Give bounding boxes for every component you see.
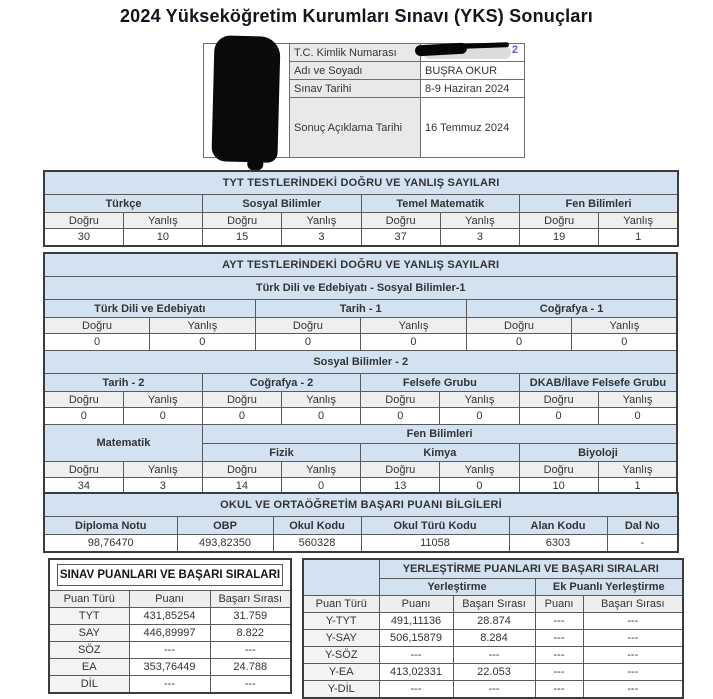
column-header: Puan Türü	[49, 591, 129, 608]
column-header: Dal No	[607, 517, 678, 535]
value-cell: 11058	[361, 535, 509, 553]
ayt-title: AYT TESTLERİNDEKİ DOĞRU VE YANLIŞ SAYILARI	[44, 253, 677, 277]
value-cell: 98,76470	[44, 535, 177, 553]
score-cell: 0	[519, 408, 598, 425]
subject-header: DKAB/İlave Felsefe Grubu	[519, 374, 677, 392]
exam-date-value: 8-9 Haziran 2024	[421, 80, 525, 98]
puan-cell: ---	[129, 676, 210, 694]
score-cell: 0	[466, 334, 572, 351]
exam-date-label: Sınav Tarihi	[290, 80, 421, 98]
table-row	[303, 681, 683, 699]
column-header: Puanı	[129, 591, 210, 608]
score-cell: 13	[361, 478, 440, 496]
redaction	[423, 45, 520, 60]
dogru-header: Doğru	[44, 462, 123, 478]
score-cell: 1	[598, 478, 677, 496]
score-cell: 0	[361, 408, 440, 425]
photo-redaction-blob	[211, 35, 280, 163]
table-row	[49, 559, 291, 591]
score-cell: 3	[440, 229, 519, 247]
sira-cell: 8.822	[210, 625, 291, 642]
subject-header: Fizik	[202, 444, 360, 462]
sinav-puanlari-table	[48, 558, 292, 694]
sira-cell: 28.874	[453, 613, 535, 630]
puan-turu-cell: DİL	[49, 676, 129, 694]
column-header: Diploma Notu	[44, 517, 177, 535]
yanlis-header: Yanlış	[572, 318, 678, 334]
subject-header: Tarih - 1	[255, 300, 466, 318]
student-photo	[204, 44, 290, 158]
column-header: Puanı	[535, 596, 583, 613]
sira-cell: 8.284	[453, 630, 535, 647]
score-cell: 0	[440, 478, 519, 496]
table-row	[44, 462, 677, 478]
table-row	[44, 318, 677, 334]
ek-sira-cell: ---	[583, 647, 683, 664]
column-header: Okul Türü Kodu	[361, 517, 509, 535]
table-row	[49, 608, 291, 625]
score-cell: 30	[44, 229, 123, 247]
dogru-header: Doğru	[520, 213, 599, 229]
score-cell: 37	[361, 229, 440, 247]
subject-header: Fen Bilimleri	[520, 195, 679, 213]
score-cell: 0	[361, 334, 467, 351]
score-cell: 0	[282, 478, 361, 496]
sira-cell: ---	[453, 681, 535, 699]
dogru-header: Doğru	[203, 213, 282, 229]
column-header: Başarı Sırası	[453, 596, 535, 613]
okul-table	[43, 492, 679, 553]
score-cell: 0	[123, 408, 202, 425]
puan-turu-cell: SÖZ	[49, 642, 129, 659]
subject-header: Felsefe Grubu	[361, 374, 519, 392]
yerlestirme-table	[302, 558, 684, 699]
table-row	[44, 171, 678, 195]
dogru-header: Doğru	[466, 318, 572, 334]
table-row	[303, 647, 683, 664]
table-row	[44, 374, 677, 392]
subject-header: Türk Dili ve Edebiyatı	[44, 300, 255, 318]
table-row	[44, 517, 678, 535]
dogru-header: Doğru	[519, 462, 598, 478]
score-cell: 0	[202, 408, 281, 425]
puan-cell: ---	[379, 647, 453, 664]
yanlis-header: Yanlış	[599, 213, 678, 229]
subject-header: Temel Matematik	[361, 195, 520, 213]
yanlis-header: Yanlış	[598, 392, 677, 408]
table-row	[49, 676, 291, 694]
fen-bilimleri-title: Fen Bilimleri	[202, 425, 677, 444]
sira-cell: 22.053	[453, 664, 535, 681]
dogru-header: Doğru	[44, 213, 123, 229]
tyt-section	[43, 170, 679, 247]
dogru-header: Doğru	[44, 318, 150, 334]
dogru-header: Doğru	[44, 392, 123, 408]
okul-section	[43, 492, 679, 553]
puan-cell: 431,85254	[129, 608, 210, 625]
table-row	[303, 664, 683, 681]
puan-cell: ---	[129, 642, 210, 659]
column-header: Okul Kodu	[273, 517, 361, 535]
table-row	[303, 559, 683, 579]
yanlis-header: Yanlış	[123, 392, 202, 408]
score-cell: 0	[44, 334, 150, 351]
table-row	[49, 625, 291, 642]
student-info-table	[203, 43, 525, 158]
puan-cell: ---	[379, 681, 453, 699]
ayt-table	[43, 252, 678, 496]
table-row	[303, 596, 683, 613]
dogru-header: Doğru	[519, 392, 598, 408]
ek-puanli-group-header: Ek Puanlı Yerleştirme	[535, 579, 683, 596]
yanlis-header: Yanlış	[282, 462, 361, 478]
table-row	[303, 613, 683, 630]
puan-cell: 446,89997	[129, 625, 210, 642]
table-row	[44, 334, 677, 351]
ek-puan-cell: ---	[535, 630, 583, 647]
puan-turu-cell: SAY	[49, 625, 129, 642]
sira-cell: ---	[453, 647, 535, 664]
value-cell: 6303	[509, 535, 607, 553]
yanlis-header: Yanlış	[440, 392, 519, 408]
kimlik-label: T.C. Kimlik Numarası	[290, 44, 421, 62]
yanlis-header: Yanlış	[361, 318, 467, 334]
sira-cell: 24.788	[210, 659, 291, 676]
column-header: Başarı Sırası	[210, 591, 291, 608]
table-row	[44, 408, 677, 425]
table-row	[44, 535, 678, 553]
table-row	[204, 44, 525, 62]
tyt-title: TYT TESTLERİNDEKİ DOĞRU VE YANLIŞ SAYILARI	[44, 171, 678, 195]
column-header: Başarı Sırası	[583, 596, 683, 613]
dogru-header: Doğru	[255, 318, 361, 334]
okul-title: OKUL VE ORTAÖĞRETİM BAŞARI PUANI BİLGİLERİ	[44, 493, 678, 517]
table-row	[44, 253, 677, 277]
column-header: Alan Kodu	[509, 517, 607, 535]
yanlis-header: Yanlış	[440, 213, 519, 229]
matematik-header: Matematik	[44, 425, 202, 462]
subject-header: Biyoloji	[519, 444, 677, 462]
value-cell: 560328	[273, 535, 361, 553]
yanlis-header: Yanlış	[282, 392, 361, 408]
table-row	[44, 300, 677, 318]
table-row	[44, 493, 678, 517]
ek-puan-cell: ---	[535, 613, 583, 630]
sinav-puanlari-title-cell	[49, 559, 291, 591]
score-cell: 0	[44, 408, 123, 425]
ek-sira-cell: ---	[583, 613, 683, 630]
sira-cell: ---	[210, 676, 291, 694]
column-header: Puan Türü	[303, 596, 379, 613]
score-cell: 0	[572, 334, 678, 351]
ayt-section	[43, 252, 678, 496]
puan-turu-cell: Y-SAY	[303, 630, 379, 647]
score-cell: 0	[282, 408, 361, 425]
score-cell: 0	[255, 334, 361, 351]
dogru-header: Doğru	[361, 392, 440, 408]
yanlis-header: Yanlış	[150, 318, 256, 334]
score-cell: 19	[520, 229, 599, 247]
yerlestirme-title: YERLEŞTİRME PUANLARI VE BAŞARI SIRALARI	[379, 559, 683, 579]
value-cell: -	[607, 535, 678, 553]
table-row	[44, 277, 677, 300]
ek-puan-cell: ---	[535, 681, 583, 699]
sira-cell: ---	[210, 642, 291, 659]
ek-puan-cell: ---	[535, 664, 583, 681]
ek-sira-cell: ---	[583, 630, 683, 647]
column-header: Puanı	[379, 596, 453, 613]
score-cell: 0	[150, 334, 256, 351]
puan-turu-cell: Y-DİL	[303, 681, 379, 699]
ayt-section2-title: Sosyal Bilimler - 2	[44, 351, 677, 374]
puan-turu-cell: Y-TYT	[303, 613, 379, 630]
redaction-mark: 2	[511, 44, 518, 56]
student-info-card	[203, 43, 525, 158]
yanlis-header: Yanlış	[598, 462, 677, 478]
table-row	[44, 392, 677, 408]
result-date-label: Sonuç Açıklama Tarihi	[290, 98, 421, 158]
ek-sira-cell: ---	[583, 664, 683, 681]
yanlis-header: Yanlış	[123, 462, 202, 478]
dogru-header: Doğru	[202, 392, 281, 408]
subject-header: Coğrafya - 1	[466, 300, 677, 318]
subject-header: Sosyal Bilimler	[203, 195, 362, 213]
subject-header: Kimya	[361, 444, 519, 462]
ek-puan-cell: ---	[535, 647, 583, 664]
table-row	[44, 351, 677, 374]
yerlestirme-group-header: Yerleştirme	[379, 579, 535, 596]
name-label: Adı ve Soyadı	[290, 62, 421, 80]
puan-turu-cell: Y-EA	[303, 664, 379, 681]
puan-cell: 353,76449	[129, 659, 210, 676]
puan-cell: 506,15879	[379, 630, 453, 647]
subject-header: Coğrafya - 2	[202, 374, 360, 392]
score-cell: 14	[202, 478, 281, 496]
page-title: 2024 Yükseköğretim Kurumları Sınavı (YKS) Sonuçları	[119, 6, 594, 26]
name-value: BUŞRA OKUR	[421, 62, 525, 80]
puan-cell: 413,02331	[379, 664, 453, 681]
score-cell: 10	[519, 478, 598, 496]
value-cell: 493,82350	[177, 535, 273, 553]
dogru-header: Doğru	[202, 462, 281, 478]
dogru-header: Doğru	[361, 462, 440, 478]
corner-cell	[303, 559, 379, 596]
score-cell: 34	[44, 478, 123, 496]
table-row	[44, 195, 678, 213]
score-cell: 0	[440, 408, 519, 425]
yanlis-header: Yanlış	[440, 462, 519, 478]
dogru-header: Doğru	[361, 213, 440, 229]
table-row	[49, 642, 291, 659]
sinav-puanlari-title: SINAV PUANLARI VE BAŞARI SIRALARI	[57, 564, 283, 586]
score-cell: 3	[123, 478, 202, 496]
score-cell: 3	[282, 229, 361, 247]
table-row	[44, 425, 677, 444]
yanlis-header: Yanlış	[282, 213, 361, 229]
sira-cell: 31.759	[210, 608, 291, 625]
table-row	[44, 213, 678, 229]
score-cell: 10	[123, 229, 202, 247]
ayt-section1-title: Türk Dili ve Edebiyatı - Sosyal Bilimler-1	[44, 277, 677, 300]
score-cell: 0	[598, 408, 677, 425]
ek-sira-cell: ---	[583, 681, 683, 699]
subject-header: Türkçe	[44, 195, 203, 213]
result-date-value: 16 Temmuz 2024	[421, 98, 525, 158]
yanlis-header: Yanlış	[123, 213, 202, 229]
puan-turu-cell: EA	[49, 659, 129, 676]
puan-turu-cell: TYT	[49, 608, 129, 625]
table-row	[44, 229, 678, 247]
column-header: OBP	[177, 517, 273, 535]
subject-header: Tarih - 2	[44, 374, 202, 392]
bottom-tables	[48, 558, 684, 699]
puan-cell: 491,11136	[379, 613, 453, 630]
table-row	[49, 591, 291, 608]
score-cell: 1	[599, 229, 678, 247]
score-cell: 15	[203, 229, 282, 247]
table-row	[303, 630, 683, 647]
puan-turu-cell: Y-SÖZ	[303, 647, 379, 664]
kimlik-value-redacted	[421, 44, 525, 62]
tyt-table	[43, 170, 679, 247]
table-row	[49, 659, 291, 676]
